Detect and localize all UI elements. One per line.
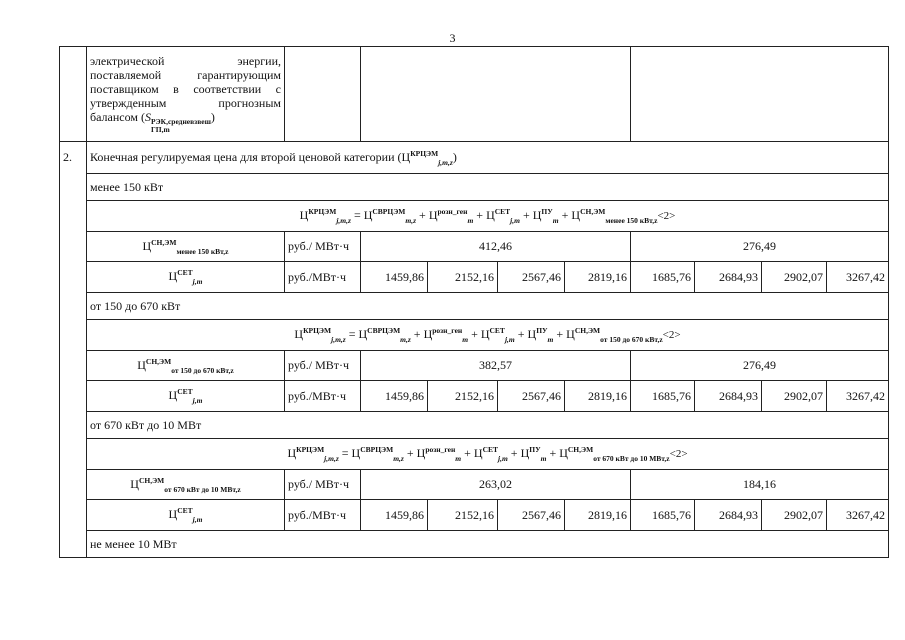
math-glyph: Ц bbox=[473, 446, 483, 460]
set-value: 1685,76 bbox=[631, 381, 695, 412]
set-value: 2902,07 bbox=[762, 381, 827, 412]
math-glyph: <2> bbox=[669, 448, 688, 460]
math-glyph: КРЦЭМ bbox=[308, 207, 337, 216]
formula: $Ц^{КРЦЭМ}_{j,m,z} = Ц^{СВРЦЭМ}_{m,z} + Ц^{розн\_ген}_m + Ц^{СЕТ}_{j,m} + Ц^{ПУ}_m + Ц^{СН,ЭМ}_{менее 150 кВт,z}<2>$ bbox=[87, 201, 889, 232]
sn-row bbox=[60, 351, 889, 381]
set-value: 2567,46 bbox=[498, 500, 565, 531]
sn-label bbox=[87, 470, 285, 500]
math-glyph: S bbox=[144, 110, 151, 124]
set-value: 2902,07 bbox=[762, 500, 827, 531]
sn-label bbox=[87, 232, 285, 262]
unit-label: руб./ МВт·ч bbox=[285, 351, 361, 381]
set-label bbox=[87, 381, 285, 412]
math-glyph: Ц bbox=[294, 327, 304, 341]
sn-value: 184,16 bbox=[631, 470, 889, 500]
math-glyph: j,m bbox=[192, 396, 203, 405]
math-glyph: j,m bbox=[192, 515, 203, 524]
math-glyph: <2> bbox=[657, 210, 676, 222]
set-value: 2152,16 bbox=[428, 262, 498, 293]
math-glyph: m,z bbox=[400, 335, 411, 344]
set-value: 2567,46 bbox=[498, 381, 565, 412]
sn-value: 263,02 bbox=[361, 470, 631, 500]
math-glyph: Ц bbox=[287, 446, 297, 460]
math-glyph: СЕТ bbox=[489, 326, 505, 335]
sn-value: 382,57 bbox=[361, 351, 631, 381]
set-label bbox=[87, 262, 285, 293]
set-row bbox=[60, 381, 889, 412]
set-value: 3267,42 bbox=[827, 500, 889, 531]
math-glyph: Ц bbox=[168, 507, 178, 521]
math-glyph: СН,ЭМ bbox=[145, 356, 172, 366]
set-value: 1459,86 bbox=[361, 500, 428, 531]
sn-value: 412,46 bbox=[361, 232, 631, 262]
set-value: 3267,42 bbox=[827, 262, 889, 293]
math-glyph: Ц bbox=[358, 327, 368, 341]
unit-label: руб./МВт·ч bbox=[285, 381, 361, 412]
math-glyph: розн_ген bbox=[437, 207, 468, 216]
math-glyph: Ц bbox=[566, 327, 575, 341]
math-glyph: j,m,z bbox=[438, 157, 453, 167]
section-number: 2. bbox=[60, 142, 87, 558]
formula-row bbox=[60, 439, 889, 470]
group-heading-row bbox=[60, 531, 889, 558]
math-glyph: СН,ЭМ bbox=[567, 445, 594, 454]
math-glyph: КРЦЭМ bbox=[410, 148, 439, 158]
math-glyph: Ц bbox=[363, 208, 373, 222]
set-value: 2152,16 bbox=[428, 381, 498, 412]
math-glyph: Ц bbox=[130, 476, 139, 491]
sn-value: 276,49 bbox=[631, 351, 889, 381]
math-glyph: СВРЦЭМ bbox=[360, 445, 394, 454]
math-glyph: Ц bbox=[428, 208, 438, 222]
set-value: 2684,93 bbox=[695, 262, 762, 293]
sn-row bbox=[60, 470, 889, 500]
set-label bbox=[87, 500, 285, 531]
set-row bbox=[60, 262, 889, 293]
math-glyph: Ц bbox=[423, 327, 433, 341]
group-heading: не менее 10 МВт bbox=[87, 531, 889, 558]
math-glyph: m,z bbox=[393, 454, 404, 463]
group-heading-row bbox=[60, 174, 889, 201]
math-glyph: ПУ bbox=[529, 445, 541, 454]
math-glyph: Ц bbox=[168, 269, 178, 283]
math-glyph: m bbox=[455, 454, 462, 463]
math-glyph: m bbox=[547, 335, 554, 344]
math-glyph: СВРЦЭМ bbox=[367, 326, 401, 335]
set-value: 1459,86 bbox=[361, 381, 428, 412]
set-value: 2152,16 bbox=[428, 500, 498, 531]
math-glyph: Ц bbox=[532, 208, 542, 222]
math-glyph: КРЦЭМ bbox=[303, 326, 332, 335]
formula: $Ц^{КРЦЭМ}_{j,m,z} = Ц^{СВРЦЭМ}_{m,z} + Ц^{розн\_ген}_m + Ц^{СЕТ}_{j,m} + Ц^{ПУ}_m + Ц^{СН,ЭМ}_{от 670 кВт до 10 МВт,z}<2>$ bbox=[87, 439, 889, 470]
math-glyph: Ц bbox=[520, 446, 530, 460]
set-value: 3267,42 bbox=[827, 381, 889, 412]
set-value: 2819,16 bbox=[565, 262, 631, 293]
unit-label: руб./МВт·ч bbox=[285, 262, 361, 293]
math-glyph: от 150 до 670 кВт,z bbox=[171, 365, 234, 375]
math-glyph: m,z bbox=[405, 216, 417, 225]
math-glyph: розн_ген bbox=[432, 326, 463, 335]
section-row bbox=[60, 142, 889, 174]
math-glyph: поставщиком в соответствии с bbox=[90, 82, 281, 96]
math-glyph: ПУ bbox=[541, 207, 553, 216]
formula-row bbox=[60, 320, 889, 351]
continuation-row bbox=[60, 47, 889, 142]
math-glyph: j,m bbox=[510, 216, 520, 225]
math-glyph: Ц bbox=[480, 327, 490, 341]
set-row bbox=[60, 500, 889, 531]
unit-label: руб./ МВт·ч bbox=[285, 232, 361, 262]
set-value: 2819,16 bbox=[565, 381, 631, 412]
math-glyph: менее 150 кВт,z bbox=[176, 246, 229, 256]
sn-label bbox=[87, 351, 285, 381]
math-glyph: Ц bbox=[559, 446, 568, 460]
balance-description bbox=[87, 47, 285, 142]
math-glyph: СЕТ bbox=[177, 506, 193, 515]
math-glyph: j,m,z bbox=[331, 335, 346, 344]
math-glyph: СЕТ bbox=[494, 207, 511, 216]
math-glyph: Ц bbox=[168, 388, 178, 402]
math-glyph: Ц bbox=[351, 446, 361, 460]
math-glyph: СН,ЭМ bbox=[151, 237, 177, 247]
math-glyph: от 670 кВт до 10 МВт,z bbox=[593, 454, 670, 463]
math-glyph: j,m,z bbox=[324, 454, 339, 463]
math-glyph: СН,ЭМ bbox=[574, 326, 601, 335]
math-glyph: СВРЦЭМ bbox=[372, 207, 406, 216]
math-glyph: ) bbox=[452, 149, 457, 164]
math-glyph: Ц bbox=[527, 327, 537, 341]
math-glyph: розн_ген bbox=[425, 445, 456, 454]
math-glyph: электрической энергии, bbox=[90, 54, 281, 68]
math-glyph: СН,ЭМ bbox=[138, 475, 165, 485]
group-heading-row bbox=[60, 412, 889, 439]
math-glyph: Ц bbox=[571, 208, 581, 222]
math-glyph: m bbox=[552, 216, 559, 225]
math-glyph: m bbox=[540, 454, 547, 463]
set-value: 1459,86 bbox=[361, 262, 428, 293]
unit-label: руб./ МВт·ч bbox=[285, 470, 361, 500]
section-title bbox=[87, 142, 889, 174]
math-glyph: ГП,m bbox=[150, 125, 170, 134]
math-glyph: Конечная регулируемая цена для второй ценовой категории ( bbox=[90, 149, 402, 164]
group-heading: менее 150 кВт bbox=[87, 174, 889, 201]
math-glyph: Ц bbox=[416, 446, 426, 460]
math-glyph: РЭК,средневзвеш bbox=[150, 117, 211, 126]
group-heading-row bbox=[60, 293, 889, 320]
formula-row bbox=[60, 201, 889, 232]
math-glyph: Ц bbox=[142, 238, 152, 253]
set-value: 2819,16 bbox=[565, 500, 631, 531]
math-glyph: СН,ЭМ bbox=[580, 207, 606, 216]
formula: $Ц^{КРЦЭМ}_{j,m,z} = Ц^{СВРЦЭМ}_{m,z} + Ц^{розн\_ген}_m + Ц^{СЕТ}_{j,m} + Ц^{ПУ}_m + Ц^{СН,ЭМ}_{от 150 до 670 кВт,z}<2>$ bbox=[87, 320, 889, 351]
math-glyph: Ц bbox=[401, 149, 411, 164]
set-value: 1685,76 bbox=[631, 500, 695, 531]
math-glyph: j,m,z bbox=[336, 216, 351, 225]
math-glyph: ПУ bbox=[536, 326, 548, 335]
math-glyph: m bbox=[467, 216, 474, 225]
math-glyph: ) bbox=[210, 110, 215, 124]
set-value: 2902,07 bbox=[762, 262, 827, 293]
unit-label: руб./МВт·ч bbox=[285, 500, 361, 531]
page-number: 3 bbox=[449, 31, 456, 45]
math-glyph: j,m bbox=[498, 454, 508, 463]
group-heading: от 150 до 670 кВт bbox=[87, 293, 889, 320]
math-glyph: СЕТ bbox=[482, 445, 498, 454]
set-value: 1685,76 bbox=[631, 262, 695, 293]
math-glyph: j,m bbox=[504, 335, 515, 344]
math-glyph: утвержденным прогнозным bbox=[90, 96, 281, 110]
math-glyph: m bbox=[462, 335, 469, 344]
math-glyph: поставляемой гарантирующим bbox=[90, 68, 281, 82]
math-glyph: <2> bbox=[662, 329, 681, 341]
math-glyph: Ц bbox=[137, 357, 146, 372]
math-glyph: балансом ( bbox=[90, 110, 145, 124]
math-glyph: j,m bbox=[192, 277, 203, 286]
math-glyph: СЕТ bbox=[177, 268, 193, 277]
group-heading: от 670 кВт до 10 МВт bbox=[87, 412, 889, 439]
tariff-table bbox=[59, 46, 889, 558]
set-value: 2567,46 bbox=[498, 262, 565, 293]
sn-value: 276,49 bbox=[631, 232, 889, 262]
math-glyph: Ц bbox=[299, 208, 309, 222]
math-glyph: менее 150 кВт,z bbox=[605, 216, 658, 225]
math-glyph: СЕТ bbox=[177, 387, 193, 396]
sn-row bbox=[60, 232, 889, 262]
set-value: 2684,93 bbox=[695, 500, 762, 531]
set-value: 2684,93 bbox=[695, 381, 762, 412]
math-glyph: от 150 до 670 кВт,z bbox=[600, 335, 663, 344]
math-glyph: КРЦЭМ bbox=[296, 445, 325, 454]
math-glyph: Ц bbox=[486, 208, 495, 222]
math-glyph: от 670 кВт до 10 МВт,z bbox=[164, 484, 241, 494]
